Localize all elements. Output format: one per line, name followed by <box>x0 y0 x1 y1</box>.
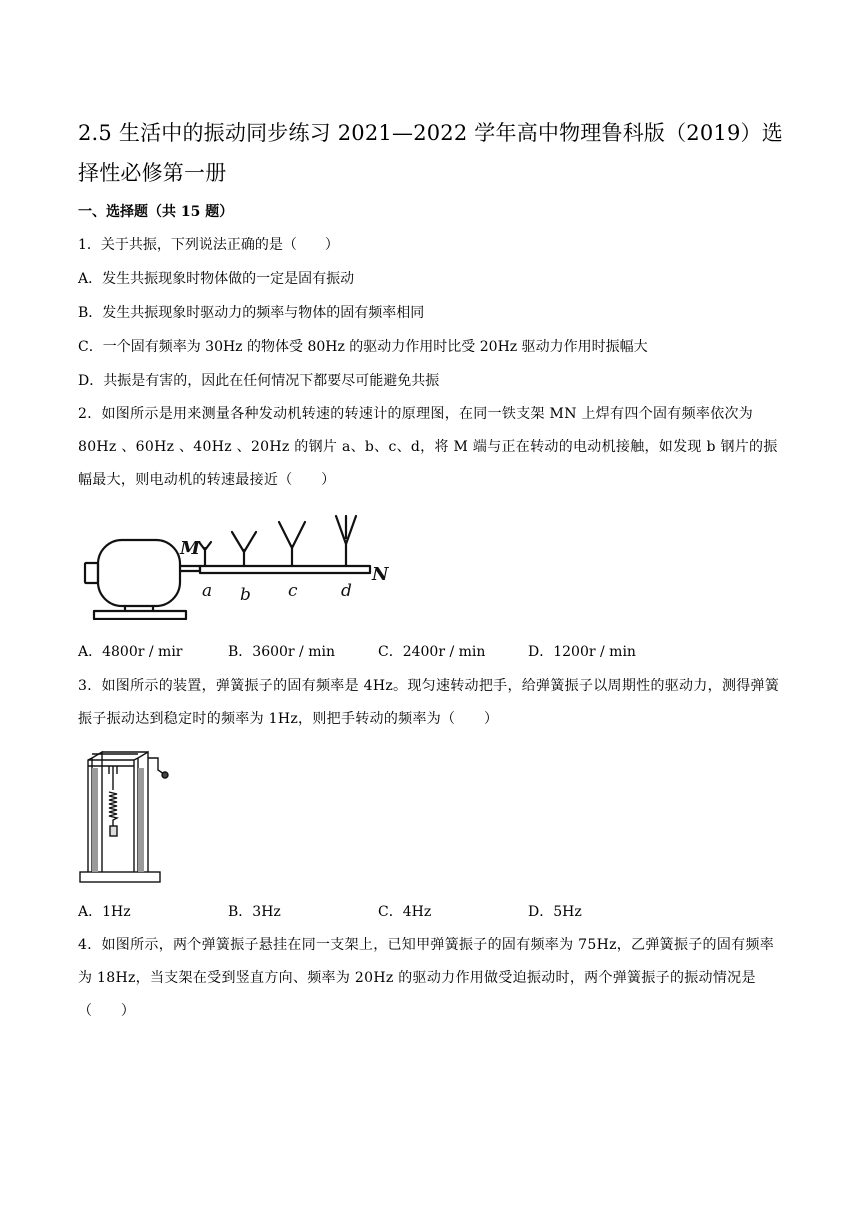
question-2-option-b: B．3600r / min <box>228 644 335 660</box>
question-3-option-d: D．5Hz <box>528 904 582 920</box>
question-2-option-d: D．1200r / min <box>528 644 636 660</box>
label-n: N <box>372 564 389 585</box>
question-3-option-c: C．4Hz <box>378 904 432 920</box>
question-1-option-d: D．共振是有害的，因此在任何情况下都要尽可能避免共振 <box>78 373 440 389</box>
question-1-option-b: B．发生共振现象时驱动力的频率与物体的固有频率相同 <box>78 305 425 321</box>
tachometer-figure <box>80 508 400 620</box>
question-2-option-a: A．4800r / mir <box>78 644 183 660</box>
question-1-option-c: C．一个固有频率为 30Hz 的物体受 80Hz 的驱动力作用时比受 20Hz 驱动力作用时振幅大 <box>78 339 648 355</box>
question-3-option-b: B．3Hz <box>228 904 281 920</box>
question-2-option-c: C．2400r / min <box>378 644 486 660</box>
document-title: 2.5 生活中的振动同步练习 2021—2022 学年高中物理鲁科版（2019）选择性必修第一册 <box>78 121 783 185</box>
question-3-stem: 3．如图所示的装置，弹簧振子的固有频率是 4Hz。现匀速转动把手，给弹簧振子以周期性的驱动力，测得弹簧振子振动达到稳定时的频率为 1Hz，则把手转动的频率为（ ） <box>78 678 780 727</box>
section-heading: 一、选择题（共 15 题） <box>78 204 234 220</box>
question-4-stem: 4．如图所示，两个弹簧振子悬挂在同一支架上，已知甲弹簧振子的固有频率为 75Hz，乙弹簧振子的固有频率为 18Hz，当支架在受到竖直方向、频率为 20Hz 的驱动力作用做受迫振动时，两个弹簧振子的振动情况是（ ） <box>78 937 775 1019</box>
question-1-option-a: A．发生共振现象时物体做的一定是固有振动 <box>78 271 355 287</box>
question-2-stem: 2．如图所示是用来测量各种发动机转速的转速计的原理图，在同一铁支架 MN 上焊有四个固有频率依次为 80Hz 、60Hz 、40Hz 、20Hz 的钢片 a、b、c、d，将 M 端与正在转动的电动机接触，如发现 b 钢片的振幅最大，则电动机的转速最接近（ ） <box>78 406 778 488</box>
label-a: a <box>202 581 213 601</box>
spring-oscillator-figure <box>78 744 170 886</box>
question-1-stem: 1．关于共振，下列说法正确的是（ ） <box>78 237 339 253</box>
label-m: M <box>180 538 200 559</box>
label-c: c <box>288 581 298 601</box>
label-d: d <box>341 581 352 601</box>
label-b: b <box>240 585 251 605</box>
question-3-option-a: A．1Hz <box>78 904 131 920</box>
